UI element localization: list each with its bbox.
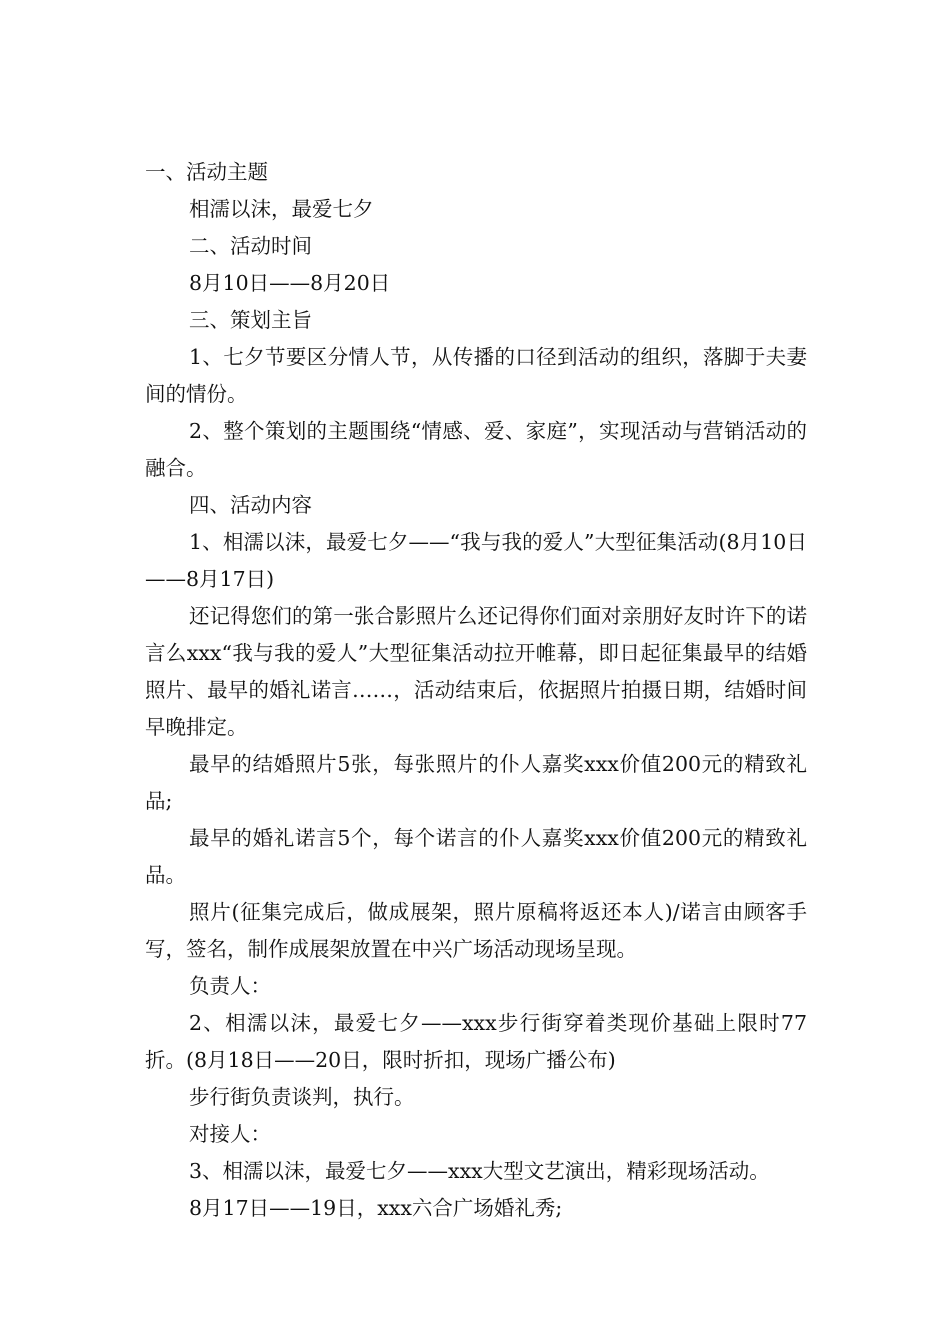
document-body xyxy=(145,154,807,1227)
paragraph-activity-1: 1、相濡以沫，最爱七夕——“我与我的爱人”大型征集活动(8月10日——8月17日) xyxy=(145,530,807,591)
section-heading-content: 四、活动内容 xyxy=(189,493,312,517)
paragraph-responsible-person: 负责人： xyxy=(189,974,271,998)
section-heading-time: 二、活动时间 xyxy=(189,234,312,258)
paragraph-theme-text: 相濡以沫，最爱七夕 xyxy=(189,197,374,221)
paragraph-prize-vows: 最早的婚礼诺言5个，每个诺言的仆人嘉奖xxx价值200元的精致礼品。 xyxy=(145,826,807,887)
paragraph-activity-3: 3、相濡以沫，最爱七夕——xxx大型文艺演出，精彩现场活动。 xyxy=(189,1159,770,1183)
paragraph-purpose-1: 1、七夕节要区分情人节，从传播的口径到活动的组织，落脚于夫妻间的情份。 xyxy=(145,345,807,406)
paragraph-wedding-show: 8月17日——19日，xxx六合广场婚礼秀; xyxy=(189,1196,563,1220)
paragraph-activity-1-desc: 还记得您们的第一张合影照片么还记得你们面对亲朋好友时许下的诺言么xxx“我与我的爱人”大型征集活动拉开帷幕，即日起征集最早的结婚照片、最早的婚礼诺言……，活动结束后，依据照片拍摄日期，结婚时间早晚排定。 xyxy=(145,604,807,739)
paragraph-time-text: 8月10日——8月20日 xyxy=(189,271,391,295)
paragraph-contact-person: 对接人： xyxy=(189,1122,271,1146)
paragraph-activity-2: 2、相濡以沫，最爱七夕——xxx步行街穿着类现价基础上限时77折。(8月18日——20日，限时折扣，现场广播公布) xyxy=(145,1011,807,1072)
section-heading-theme: 一、活动主题 xyxy=(145,160,268,184)
paragraph-street-execution: 步行街负责谈判，执行。 xyxy=(189,1085,415,1109)
paragraph-display: 照片(征集完成后，做成展架，照片原稿将返还本人)/诺言由顾客手写，签名，制作成展架放置在中兴广场活动现场呈现。 xyxy=(145,900,807,961)
paragraph-prize-photos: 最早的结婚照片5张，每张照片的仆人嘉奖xxx价值200元的精致礼品; xyxy=(145,752,807,813)
section-heading-purpose: 三、策划主旨 xyxy=(189,308,312,332)
paragraph-purpose-2: 2、整个策划的主题围绕“情感、爱、家庭”，实现活动与营销活动的融合。 xyxy=(145,419,807,480)
